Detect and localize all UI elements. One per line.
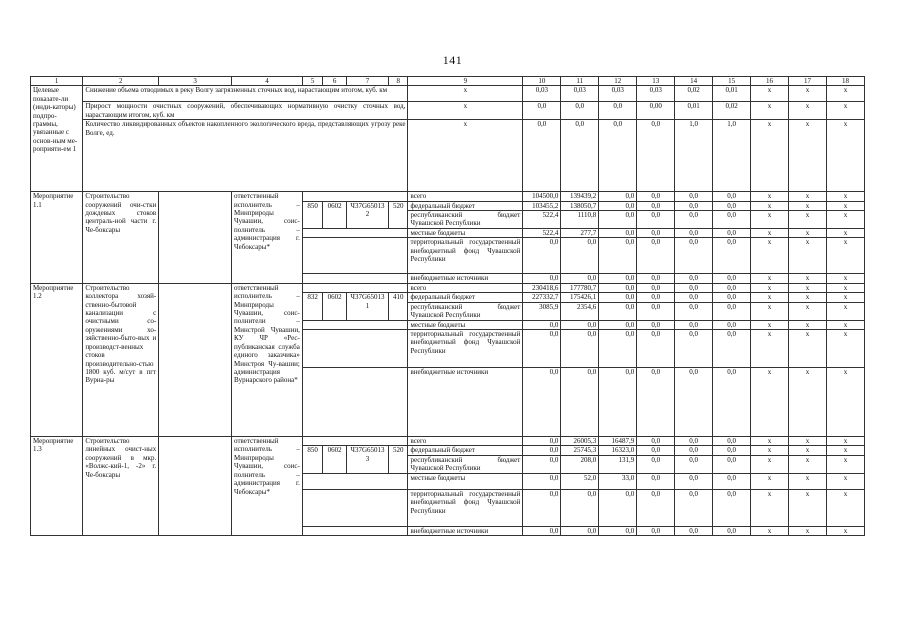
x-cell: x bbox=[751, 201, 789, 210]
funding-value: 0,0 bbox=[675, 211, 713, 229]
x-cell: x bbox=[751, 293, 789, 302]
target-indicator-row bbox=[31, 86, 865, 102]
funding-value: 0,0 bbox=[599, 238, 637, 274]
x-cell: x bbox=[826, 211, 864, 229]
funding-value: 0,0 bbox=[637, 274, 675, 283]
funding-value: 33,0 bbox=[599, 473, 637, 489]
x-cell: x bbox=[826, 526, 864, 535]
empty-cell bbox=[302, 238, 408, 274]
funding-value: 0,0 bbox=[599, 192, 637, 201]
funding-value: 0,0 bbox=[713, 238, 751, 274]
measure-name: Строительство сооружений очи-стки дождевых стоков централь-ной части г. Че-боксары bbox=[83, 192, 159, 284]
funding-value: 0,0 bbox=[523, 446, 561, 455]
funding-value: 0,0 bbox=[599, 274, 637, 283]
x-cell: x bbox=[826, 455, 864, 473]
funding-value: 138050,7 bbox=[561, 201, 599, 210]
empty-cell bbox=[302, 192, 408, 201]
x-cell: x bbox=[789, 283, 827, 292]
funding-value: 0,0 bbox=[523, 455, 561, 473]
funding-value: 0,0 bbox=[561, 330, 599, 368]
x-cell: x bbox=[751, 283, 789, 292]
funding-value: 2354,6 bbox=[561, 302, 599, 320]
x-cell: x bbox=[751, 446, 789, 455]
measure-id: Мероприятие 1.1 bbox=[31, 192, 83, 284]
funding-value: 0,0 bbox=[523, 437, 561, 446]
x-cell: x bbox=[789, 320, 827, 329]
funding-source: всего bbox=[408, 192, 523, 201]
code-section: 0602 bbox=[323, 446, 347, 473]
x-cell: x bbox=[826, 437, 864, 446]
x-cell: x bbox=[826, 473, 864, 489]
funding-source: федеральный бюджет bbox=[408, 446, 523, 455]
x-cell: x bbox=[826, 283, 864, 292]
column-number: 14 bbox=[675, 77, 713, 86]
funding-value: 175426,1 bbox=[561, 293, 599, 302]
funding-value: 0,0 bbox=[713, 320, 751, 329]
funding-value: 177780,7 bbox=[561, 283, 599, 292]
x-cell: x bbox=[789, 526, 827, 535]
funding-value: 0,0 bbox=[599, 330, 637, 368]
source-row bbox=[31, 192, 865, 201]
funding-value: 0,0 bbox=[713, 293, 751, 302]
target-x-cell: x bbox=[408, 86, 523, 102]
funding-value: 0,0 bbox=[713, 211, 751, 229]
funding-value: 0,0 bbox=[523, 489, 561, 526]
x-cell: x bbox=[789, 192, 827, 201]
column-number: 1 bbox=[31, 77, 83, 86]
funding-value: 52,0 bbox=[561, 473, 599, 489]
funding-value: 0,0 bbox=[675, 437, 713, 446]
funding-value: 0,0 bbox=[599, 293, 637, 302]
measure-name: Строительство коллектора хозяй-ственно-бытовой канализации с очистными со-оружениями хо-зяйственно-быто-вых и производст-венных стоков производительно-стью 1800 куб. м/сут в пгт Вурна-ры bbox=[83, 283, 159, 436]
funding-value: 0,0 bbox=[713, 473, 751, 489]
target-value: 0,0 bbox=[561, 102, 599, 120]
funding-value: 0,0 bbox=[599, 229, 637, 238]
funding-value: 0,0 bbox=[561, 526, 599, 535]
funding-value: 25745,3 bbox=[561, 446, 599, 455]
code-expense-group: 410 bbox=[388, 293, 407, 320]
x-cell: x bbox=[751, 211, 789, 229]
target-value: 0,0 bbox=[637, 120, 675, 192]
target-value: 0,0 bbox=[523, 120, 561, 192]
column-number-row bbox=[31, 77, 865, 86]
funding-value: 0,0 bbox=[637, 455, 675, 473]
funding-value: 0,0 bbox=[675, 274, 713, 283]
x-cell: x bbox=[789, 274, 827, 283]
targets-label: Целевые показате-ли (инди-каторы) подпро-граммы, увязанные с основ-ным ме-роприяти-ем 1 bbox=[31, 86, 83, 192]
empty-cell bbox=[302, 229, 408, 238]
x-cell: x bbox=[826, 274, 864, 283]
column-number: 18 bbox=[826, 77, 864, 86]
funding-value: 0,0 bbox=[637, 283, 675, 292]
funding-value: 230418,6 bbox=[523, 283, 561, 292]
funding-value: 0,0 bbox=[675, 473, 713, 489]
x-cell: x bbox=[826, 86, 864, 102]
empty-cell bbox=[159, 437, 232, 536]
x-cell: x bbox=[789, 211, 827, 229]
x-cell: x bbox=[789, 120, 827, 192]
funding-value: 0,0 bbox=[637, 320, 675, 329]
target-value: 0,0 bbox=[523, 102, 561, 120]
funding-value: 0,0 bbox=[637, 201, 675, 210]
funding-value: 0,0 bbox=[675, 446, 713, 455]
x-cell: x bbox=[789, 302, 827, 320]
code-target-article: Ч37G650131 bbox=[346, 293, 388, 320]
x-cell: x bbox=[751, 368, 789, 437]
funding-source: местные бюджеты bbox=[408, 320, 523, 329]
funding-source: республиканский бюджет Чувашской Республики bbox=[408, 302, 523, 320]
target-value: 0,03 bbox=[637, 86, 675, 102]
funding-value: 0,0 bbox=[637, 211, 675, 229]
x-cell: x bbox=[751, 274, 789, 283]
funding-source: местные бюджеты bbox=[408, 229, 523, 238]
funding-value: 0,0 bbox=[599, 201, 637, 210]
funding-value: 0,0 bbox=[637, 473, 675, 489]
funding-value: 0,0 bbox=[599, 320, 637, 329]
column-number: 10 bbox=[523, 77, 561, 86]
funding-value: 0,0 bbox=[675, 238, 713, 274]
funding-value: 139439,2 bbox=[561, 192, 599, 201]
funding-value: 0,0 bbox=[637, 446, 675, 455]
funding-source: республиканский бюджет Чувашской Республики bbox=[408, 211, 523, 229]
empty-cell bbox=[302, 526, 408, 535]
x-cell: x bbox=[826, 293, 864, 302]
x-cell: x bbox=[789, 293, 827, 302]
funding-value: 104500,0 bbox=[523, 192, 561, 201]
column-number: 12 bbox=[599, 77, 637, 86]
funding-source: внебюджетные источники bbox=[408, 368, 523, 437]
funding-value: 0,0 bbox=[637, 437, 675, 446]
funding-value: 0,0 bbox=[675, 368, 713, 437]
x-cell: x bbox=[751, 330, 789, 368]
funding-source: федеральный бюджет bbox=[408, 201, 523, 210]
target-indicator-text: Прирост мощности очистных сооружений, обеспечивающих нормативную очистку сточных вод, нарастающим итогом, куб. км bbox=[83, 102, 408, 120]
funding-value: 0,0 bbox=[713, 201, 751, 210]
x-cell: x bbox=[789, 455, 827, 473]
measure-executor: ответственный исполнитель – Минприроды Чувашии, соис-полнитель – администрация г. Чебоксары* bbox=[232, 192, 303, 284]
funding-value: 0,0 bbox=[637, 302, 675, 320]
funding-value: 0,0 bbox=[523, 526, 561, 535]
code-target-article: Ч37G650133 bbox=[346, 446, 388, 473]
x-cell: x bbox=[826, 302, 864, 320]
x-cell: x bbox=[826, 330, 864, 368]
column-number: 6 bbox=[323, 77, 347, 86]
column-number: 16 bbox=[751, 77, 789, 86]
x-cell: x bbox=[826, 320, 864, 329]
target-x-cell: x bbox=[408, 102, 523, 120]
funding-value: 0,0 bbox=[599, 211, 637, 229]
column-number: 8 bbox=[388, 77, 407, 86]
source-row bbox=[31, 437, 865, 446]
x-cell: x bbox=[751, 120, 789, 192]
funding-value: 0,0 bbox=[599, 302, 637, 320]
column-number: 15 bbox=[713, 77, 751, 86]
funding-value: 0,0 bbox=[637, 293, 675, 302]
funding-value: 0,0 bbox=[561, 320, 599, 329]
funding-value: 0,0 bbox=[713, 526, 751, 535]
target-indicator-text: Количество ликвидированных объектов накопленного экологического вреда, представляющих угрозу реке Волге, ед. bbox=[83, 120, 408, 192]
measure-id: Мероприятие 1.3 bbox=[31, 437, 83, 536]
funding-value: 3085,9 bbox=[523, 302, 561, 320]
funding-source: местные бюджеты bbox=[408, 473, 523, 489]
code-expense-group: 520 bbox=[388, 446, 407, 473]
funding-value: 16323,0 bbox=[599, 446, 637, 455]
funding-value: 131,9 bbox=[599, 455, 637, 473]
target-value: 0,0 bbox=[599, 120, 637, 192]
funding-source: территориальный государственный внебюджетный фонд Чувашской Республики bbox=[408, 330, 523, 368]
funding-value: 0,0 bbox=[713, 192, 751, 201]
target-value: 0,01 bbox=[675, 102, 713, 120]
code-grbs: 832 bbox=[302, 293, 323, 320]
target-value: 0,03 bbox=[561, 86, 599, 102]
code-grbs: 850 bbox=[302, 446, 323, 473]
empty-cell bbox=[159, 283, 232, 436]
column-number: 3 bbox=[159, 77, 232, 86]
measure-id: Мероприятие 1.2 bbox=[31, 283, 83, 436]
x-cell: x bbox=[826, 102, 864, 120]
x-cell: x bbox=[751, 238, 789, 274]
funding-value: 16487,9 bbox=[599, 437, 637, 446]
empty-cell bbox=[302, 473, 408, 489]
funding-value: 0,0 bbox=[713, 455, 751, 473]
funding-value: 0,0 bbox=[637, 368, 675, 437]
target-value: 0,0 bbox=[561, 120, 599, 192]
x-cell: x bbox=[789, 238, 827, 274]
target-value: 0,00 bbox=[637, 102, 675, 120]
measure-executor: ответственный исполнитель – Минприроды Чувашии, соис-полнитель – администрация г. Чебоксары* bbox=[232, 437, 303, 536]
funding-value: 0,0 bbox=[637, 229, 675, 238]
x-cell: x bbox=[789, 102, 827, 120]
x-cell: x bbox=[751, 489, 789, 526]
x-cell: x bbox=[751, 192, 789, 201]
code-grbs: 850 bbox=[302, 201, 323, 228]
funding-source: всего bbox=[408, 437, 523, 446]
funding-value: 0,0 bbox=[599, 283, 637, 292]
funding-value: 103455,2 bbox=[523, 201, 561, 210]
empty-cell bbox=[302, 489, 408, 526]
column-number: 4 bbox=[232, 77, 303, 86]
funding-value: 0,0 bbox=[561, 489, 599, 526]
funding-value: 0,0 bbox=[599, 489, 637, 526]
target-value: 0,03 bbox=[599, 86, 637, 102]
funding-source: федеральный бюджет bbox=[408, 293, 523, 302]
funding-value: 0,0 bbox=[637, 238, 675, 274]
funding-source: всего bbox=[408, 283, 523, 292]
empty-cell bbox=[302, 283, 408, 292]
x-cell: x bbox=[751, 302, 789, 320]
funding-value: 0,0 bbox=[599, 526, 637, 535]
funding-source: территориальный государственный внебюджетный фонд Чувашской Республики bbox=[408, 489, 523, 526]
empty-cell bbox=[159, 192, 232, 284]
x-cell: x bbox=[751, 526, 789, 535]
x-cell: x bbox=[789, 473, 827, 489]
funding-value: 0,0 bbox=[523, 238, 561, 274]
x-cell: x bbox=[789, 489, 827, 526]
funding-value: 0,0 bbox=[713, 229, 751, 238]
code-expense-group: 520 bbox=[388, 201, 407, 228]
x-cell: x bbox=[826, 192, 864, 201]
column-number: 2 bbox=[83, 77, 159, 86]
code-section: 0602 bbox=[323, 293, 347, 320]
x-cell: x bbox=[789, 229, 827, 238]
column-number: 9 bbox=[408, 77, 523, 86]
x-cell: x bbox=[826, 120, 864, 192]
funding-value: 0,0 bbox=[637, 526, 675, 535]
funding-value: 0,0 bbox=[637, 330, 675, 368]
funding-value: 0,0 bbox=[713, 437, 751, 446]
x-cell: x bbox=[826, 201, 864, 210]
x-cell: x bbox=[751, 437, 789, 446]
x-cell: x bbox=[751, 320, 789, 329]
empty-cell bbox=[302, 437, 408, 446]
funding-value: 0,0 bbox=[675, 330, 713, 368]
target-value: 0,03 bbox=[523, 86, 561, 102]
empty-cell bbox=[302, 274, 408, 283]
x-cell: x bbox=[789, 446, 827, 455]
column-number: 17 bbox=[789, 77, 827, 86]
funding-source: внебюджетные источники bbox=[408, 274, 523, 283]
funding-value: 0,0 bbox=[675, 526, 713, 535]
target-value: 0,0 bbox=[599, 102, 637, 120]
empty-cell bbox=[302, 368, 408, 437]
funding-value: 0,0 bbox=[713, 368, 751, 437]
funding-source: республиканский бюджет Чувашской Республики bbox=[408, 455, 523, 473]
x-cell: x bbox=[826, 368, 864, 437]
x-cell: x bbox=[826, 238, 864, 274]
target-value: 0,02 bbox=[713, 102, 751, 120]
target-value: 0,02 bbox=[675, 86, 713, 102]
funding-value: 0,0 bbox=[675, 489, 713, 526]
x-cell: x bbox=[751, 455, 789, 473]
column-number: 13 bbox=[637, 77, 675, 86]
funding-value: 0,0 bbox=[675, 283, 713, 292]
funding-value: 0,0 bbox=[637, 192, 675, 201]
x-cell: x bbox=[789, 201, 827, 210]
target-indicator-row bbox=[31, 120, 865, 192]
funding-value: 1110,8 bbox=[561, 211, 599, 229]
funding-value: 0,0 bbox=[713, 330, 751, 368]
funding-value: 0,0 bbox=[675, 455, 713, 473]
funding-value: 0,0 bbox=[675, 293, 713, 302]
page-number: 141 bbox=[442, 53, 463, 67]
x-cell: x bbox=[751, 86, 789, 102]
measure-name: Строительство линейных очист-ных сооружений в мкр. «Волжс-кий-1, -2» г. Че-боксары bbox=[83, 437, 159, 536]
funding-value: 0,0 bbox=[561, 274, 599, 283]
funding-value: 0,0 bbox=[523, 473, 561, 489]
funding-value: 0,0 bbox=[675, 192, 713, 201]
funding-value: 0,0 bbox=[523, 274, 561, 283]
funding-value: 0,0 bbox=[713, 489, 751, 526]
funding-value: 0,0 bbox=[713, 302, 751, 320]
column-number: 7 bbox=[346, 77, 388, 86]
funding-value: 0,0 bbox=[675, 320, 713, 329]
x-cell: x bbox=[826, 446, 864, 455]
code-section: 0602 bbox=[323, 201, 347, 228]
funding-value: 0,0 bbox=[675, 229, 713, 238]
x-cell: x bbox=[789, 330, 827, 368]
funding-value: 0,0 bbox=[561, 238, 599, 274]
funding-value: 0,0 bbox=[713, 283, 751, 292]
code-target-article: Ч37G650132 bbox=[346, 201, 388, 228]
target-x-cell: x bbox=[408, 120, 523, 192]
empty-cell bbox=[302, 320, 408, 329]
target-indicator-row bbox=[31, 102, 865, 120]
funding-value: 227332,7 bbox=[523, 293, 561, 302]
funding-value: 0,0 bbox=[523, 320, 561, 329]
measure-executor: ответственный исполнитель – Минприроды Чувашии, соис-полнители – Минстрой Чувашии, КУ ЧР «Рес-публиканская служба единого заказчика» Минстроя Чу-вашии; администрация Вурнарского района* bbox=[232, 283, 303, 436]
column-number: 11 bbox=[561, 77, 599, 86]
funding-value: 0,0 bbox=[637, 489, 675, 526]
x-cell: x bbox=[789, 437, 827, 446]
funding-source: территориальный государственный внебюджетный фонд Чувашской Республики bbox=[408, 238, 523, 274]
funding-value: 277,7 bbox=[561, 229, 599, 238]
funding-value: 522,4 bbox=[523, 229, 561, 238]
funding-value: 0,0 bbox=[675, 201, 713, 210]
funding-value: 0,0 bbox=[675, 302, 713, 320]
x-cell: x bbox=[826, 229, 864, 238]
source-row bbox=[31, 283, 865, 292]
target-value: 0,01 bbox=[713, 86, 751, 102]
x-cell: x bbox=[751, 229, 789, 238]
funding-value: 0,0 bbox=[561, 368, 599, 437]
funding-value: 0,0 bbox=[523, 330, 561, 368]
funding-value: 0,0 bbox=[713, 274, 751, 283]
target-value: 1,0 bbox=[675, 120, 713, 192]
funding-value: 0,0 bbox=[599, 368, 637, 437]
funding-value: 0,0 bbox=[523, 368, 561, 437]
x-cell: x bbox=[789, 368, 827, 437]
program-table bbox=[30, 76, 865, 536]
x-cell: x bbox=[751, 102, 789, 120]
funding-value: 522,4 bbox=[523, 211, 561, 229]
target-value: 1,0 bbox=[713, 120, 751, 192]
funding-value: 208,0 bbox=[561, 455, 599, 473]
funding-value: 26005,3 bbox=[561, 437, 599, 446]
x-cell: x bbox=[789, 86, 827, 102]
x-cell: x bbox=[826, 489, 864, 526]
funding-value: 0,0 bbox=[713, 446, 751, 455]
x-cell: x bbox=[751, 473, 789, 489]
empty-cell bbox=[302, 330, 408, 368]
column-number: 5 bbox=[302, 77, 323, 86]
target-indicator-text: Снижение объема отводимых в реку Волгу загрязненных сточных вод, нарастающим итогом, куб. км bbox=[83, 86, 408, 102]
funding-source: внебюджетные источники bbox=[408, 526, 523, 535]
